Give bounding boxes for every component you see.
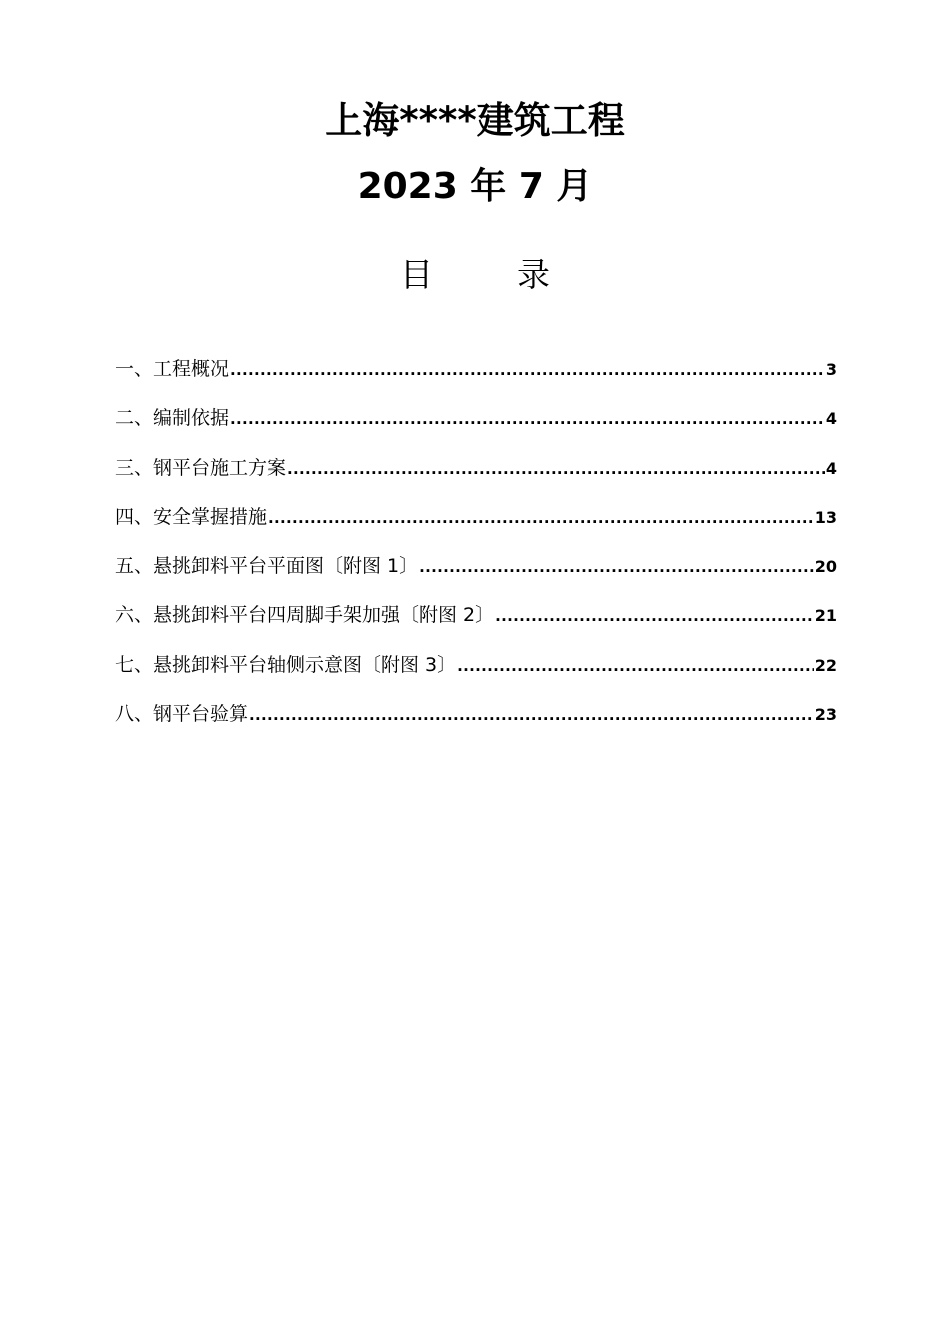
document-date: 2023 年 7 月 bbox=[357, 166, 593, 207]
toc-entry-label: 四、安全掌握措施 bbox=[115, 505, 268, 528]
toc-heading-left: 目 bbox=[400, 255, 433, 294]
toc-entry-label: 二、编制依据 bbox=[115, 407, 230, 430]
toc-entry-page: 22 bbox=[814, 655, 837, 675]
toc-entry-page: 3 bbox=[825, 360, 837, 379]
toc-entry[interactable] bbox=[115, 598, 837, 647]
toc-leader-dots bbox=[268, 501, 814, 535]
toc-leader-dots bbox=[457, 649, 814, 683]
toc-entry-label: 六、悬挑卸料平台四周脚手架加强〔附图 2〕 bbox=[115, 604, 495, 627]
toc-entry-label: 八、钢平台验算 bbox=[115, 703, 249, 726]
table-of-contents bbox=[115, 352, 837, 746]
toc-leader-dots bbox=[495, 599, 814, 633]
toc-entry[interactable] bbox=[115, 549, 837, 598]
toc-entry[interactable] bbox=[115, 697, 837, 746]
toc-heading bbox=[0, 253, 950, 297]
toc-leader-dots bbox=[249, 698, 814, 732]
toc-entry-page: 20 bbox=[814, 557, 837, 577]
toc-entry[interactable] bbox=[115, 500, 837, 549]
toc-entry-label: 一、工程概况 bbox=[115, 358, 230, 380]
toc-entry-page: 23 bbox=[814, 705, 837, 725]
document-title: 上海****建筑工程 bbox=[325, 99, 625, 142]
toc-entry[interactable] bbox=[115, 401, 837, 450]
toc-entry-page: 4 bbox=[825, 458, 837, 478]
toc-entry-page: 4 bbox=[825, 409, 837, 429]
toc-leader-dots bbox=[419, 550, 814, 584]
toc-leader-dots bbox=[230, 353, 825, 387]
toc-entry-label: 七、悬挑卸料平台轴侧示意图〔附图 3〕 bbox=[115, 653, 457, 676]
toc-entry-label: 五、悬挑卸料平台平面图〔附图 1〕 bbox=[115, 555, 419, 578]
toc-entry[interactable] bbox=[115, 648, 837, 697]
toc-entry[interactable] bbox=[115, 352, 837, 401]
toc-heading-right: 录 bbox=[517, 255, 550, 294]
toc-leader-dots bbox=[287, 452, 825, 486]
toc-entry-page: 21 bbox=[814, 606, 837, 626]
toc-entry-label: 三、钢平台施工方案 bbox=[115, 456, 287, 479]
toc-leader-dots bbox=[230, 402, 825, 436]
toc-entry-page: 13 bbox=[814, 507, 837, 527]
toc-entry[interactable] bbox=[115, 451, 837, 500]
